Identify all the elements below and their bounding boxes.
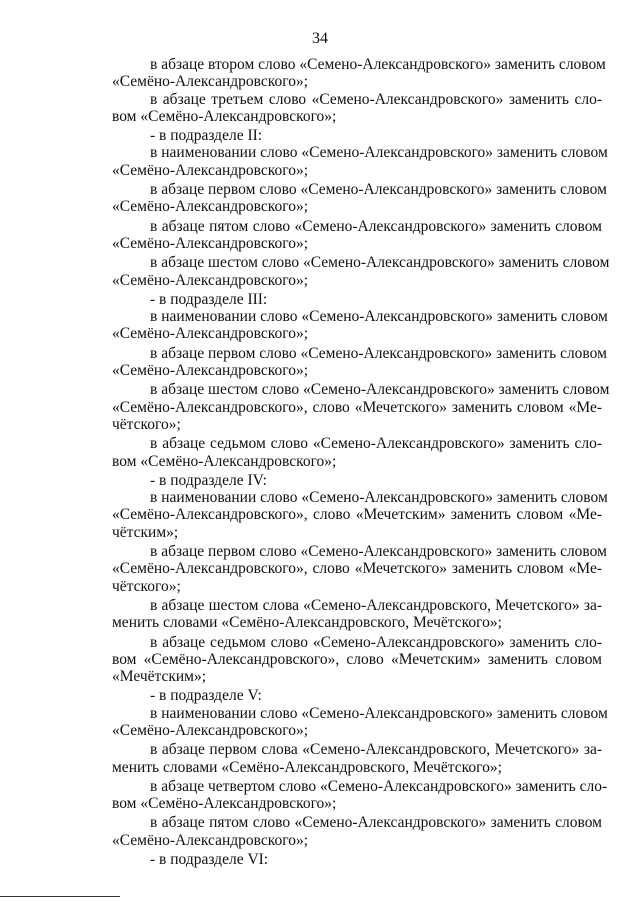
text-line: в абзаце шестом слово «Семено-Александровского» заменить словом xyxy=(150,254,610,272)
text-line: - в подразделе V: xyxy=(150,687,262,705)
text-line: менить словами «Семёно-Александровского, Мечётского»; xyxy=(112,614,502,632)
text-line: вом «Семёно-Александровского», слово «Мечетским» заменить словом xyxy=(112,650,602,668)
text-line: в абзаце первом слово «Семено-Александровского» заменить словом xyxy=(150,543,607,561)
text-line: в абзаце седьмом слово «Семено-Александровского» заменить сло- xyxy=(150,435,602,453)
text-line: в абзаце первом слово «Семено-Александровского» заменить словом xyxy=(150,344,607,362)
footer-rule xyxy=(0,896,120,897)
text-line: в наименовании слово «Семено-Александровского» заменить словом xyxy=(150,308,608,326)
text-line: в абзаце четвертом слово «Семено-Александровского» заменить сло- xyxy=(150,777,608,795)
text-line: «Семёно-Александровского»; xyxy=(112,831,309,849)
text-line: в абзаце шестом слова «Семено-Александровского, Мечетского» за- xyxy=(150,596,602,614)
text-line: «Семёно-Александровского»; xyxy=(112,73,309,91)
text-line: в абзаце шестом слово «Семено-Александровского» заменить словом xyxy=(150,381,610,399)
page-number: 34 xyxy=(312,30,328,47)
text-line: «Семёно-Александровского», слово «Мечетского» заменить словом «Ме- xyxy=(112,560,602,578)
text-line: в абзаце пятом слово «Семено-Александровского» заменить словом xyxy=(150,217,602,235)
text-line: «Семёно-Александровского»; xyxy=(112,721,309,739)
text-line: «Семёно-Александровского»; xyxy=(112,362,309,380)
text-line: «Мечётским»; xyxy=(112,668,207,686)
text-line: - в подразделе III: xyxy=(150,290,268,308)
text-line: - в подразделе VI: xyxy=(150,851,269,869)
text-line: «Семёно-Александровского»; xyxy=(112,198,309,216)
text-line: вом «Семёно-Александровского»; xyxy=(112,452,337,470)
text-line: в абзаце втором слово «Семено-Александровского» заменить словом xyxy=(150,56,606,73)
text-line: «Семёно-Александровского», слово «Мечетским» заменить словом «Ме- xyxy=(112,506,602,524)
text-line: чётским»; xyxy=(112,523,179,541)
document-body xyxy=(112,56,610,869)
text-line: чётского»; xyxy=(112,415,181,433)
text-line: в абзаце пятом слово «Семено-Александровского» заменить словом xyxy=(150,814,602,832)
text-line: «Семёно-Александровского»; xyxy=(112,161,309,179)
text-line: в абзаце третьем слово «Семено-Александровского» заменить сло- xyxy=(150,90,602,108)
text-line: в наименовании слово «Семено-Александровского» заменить словом xyxy=(150,704,608,722)
text-line: в абзаце первом слово «Семено-Александровского» заменить словом xyxy=(150,181,607,199)
text-line: вом «Семёно-Александровского»; xyxy=(112,795,337,813)
text-line: в наименовании слово «Семено-Александровского» заменить словом xyxy=(150,144,608,162)
text-line: «Семёно-Александровского»; xyxy=(112,234,309,252)
text-line: в абзаце первом слова «Семено-Александровского, Мечетского» за- xyxy=(150,741,602,759)
text-line: в наименовании слово «Семено-Александровского» заменить словом xyxy=(150,489,608,507)
text-line: вом «Семёно-Александровского»; xyxy=(112,107,337,125)
text-line: менить словами «Семёно-Александровского, Мечётского»; xyxy=(112,758,502,776)
text-line: «Семёно-Александровского»; xyxy=(112,325,309,343)
text-line: «Семёно-Александровского», слово «Мечетского» заменить словом «Ме- xyxy=(112,398,602,416)
text-line: чётского»; xyxy=(112,577,181,595)
text-line: в абзаце седьмом слово «Семено-Александровского» заменить сло- xyxy=(150,633,602,651)
text-line: - в подразделе II: xyxy=(150,127,263,145)
text-line: - в подразделе IV: xyxy=(150,471,267,489)
text-line: «Семёно-Александровского»; xyxy=(112,271,309,289)
